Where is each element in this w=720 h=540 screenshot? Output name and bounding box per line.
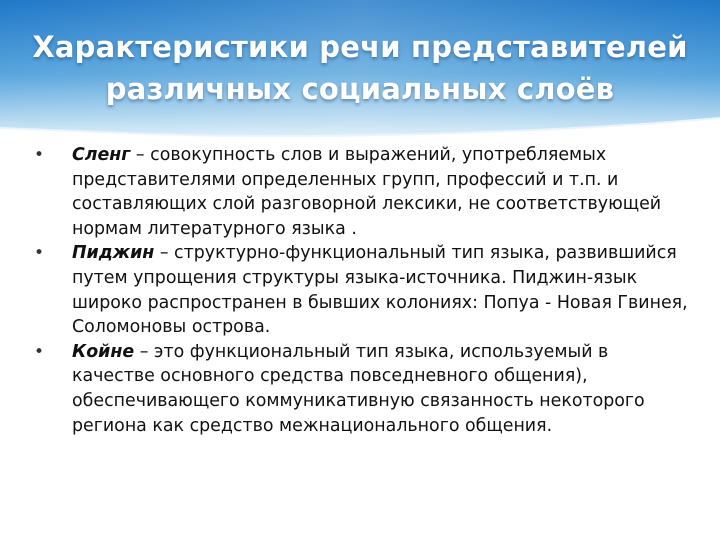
bullet-icon: • xyxy=(34,243,45,264)
list-item-slang xyxy=(30,143,690,241)
definition-koine: – это функциональный тип языка, используемый в качестве основного средства повседневного общения), обеспечивающего коммуникативную связанность некоторого региона как средство межнационального общения. xyxy=(72,341,645,436)
title-line-2: различных социальных слоёв xyxy=(105,72,615,106)
bullet-icon: • xyxy=(34,145,45,165)
definition-pidgin: – структурно-функциональный тип языка, развившийся путем упрощения структуры языка-источника. Пиджин-язык широко распространен в бывших колониях: Попуа - Новая Гвинея, Соломоновы острова. xyxy=(72,243,688,338)
term-koine: Койне xyxy=(72,341,135,362)
list-item-koine xyxy=(30,340,690,438)
title-banner xyxy=(0,0,720,140)
page-title xyxy=(20,26,700,110)
bullet-list xyxy=(30,143,690,438)
term-pidgin: Пиджин xyxy=(72,243,155,264)
title-line-1: Характеристики речи представителей xyxy=(32,30,688,64)
definition-slang: – совокупность слов и выражений, употребляемых представителями определенных групп, профессий и т.п. и составляющих слой разговорной лексики, не соответствующей нормам литературного языка . xyxy=(72,145,662,239)
term-slang: Сленг xyxy=(72,145,131,165)
list-item-pidgin xyxy=(30,241,690,339)
bullet-icon: • xyxy=(34,341,45,362)
